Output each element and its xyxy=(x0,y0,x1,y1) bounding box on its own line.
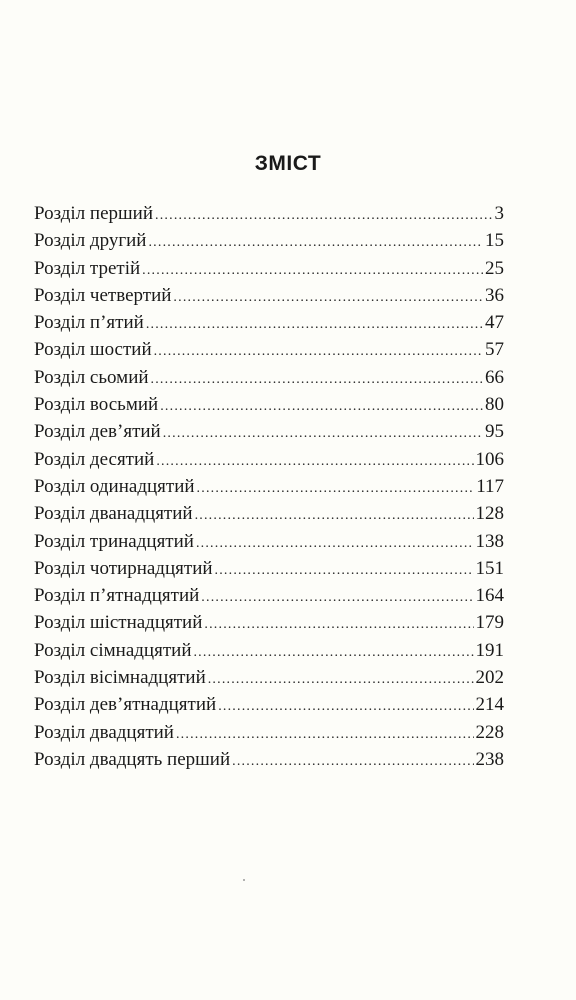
toc-entry-label: Розділ перший xyxy=(34,203,154,224)
toc-entry-label: Розділ шістнадцятий xyxy=(34,612,203,634)
toc-entry-page-number: 95 xyxy=(485,421,504,443)
dot-leader xyxy=(163,420,483,447)
toc-entry-label: Розділ дев’ятий xyxy=(34,421,161,443)
toc-entry-label: Розділ дев’ятнадцятий xyxy=(34,694,217,716)
dot-leader xyxy=(146,311,483,338)
toc-entry xyxy=(34,336,504,363)
toc-entry xyxy=(34,582,504,609)
dot-leader xyxy=(193,639,473,666)
toc-entry xyxy=(34,364,504,391)
toc-entry-page-number: 164 xyxy=(475,585,504,607)
toc-entry xyxy=(34,446,504,473)
toc-entry-label: Розділ третій xyxy=(34,257,141,279)
toc-entry-label: Розділ сімнадцятий xyxy=(34,639,192,661)
toc-entry xyxy=(34,309,504,336)
toc-entry-label: Розділ двадцятий xyxy=(34,721,174,743)
toc-entry-page-number: 238 xyxy=(475,748,504,770)
toc-entry xyxy=(34,528,504,555)
toc-entry xyxy=(34,473,504,500)
toc-entry-label: Розділ другий xyxy=(34,230,147,252)
toc-entry-page-number: 36 xyxy=(485,284,504,306)
dot-leader xyxy=(148,229,483,256)
table-of-contents xyxy=(34,200,504,773)
toc-entry-page-number: 228 xyxy=(475,721,504,743)
toc-entry-page-number: 191 xyxy=(475,639,504,661)
toc-entry-page-number: 128 xyxy=(475,503,504,525)
dot-leader xyxy=(176,721,474,748)
toc-entry-label: Розділ чотирнадцятий xyxy=(34,557,213,579)
toc-entry-page-number: 117 xyxy=(476,475,504,497)
toc-entry-label: Розділ двадцять перший xyxy=(34,748,231,770)
toc-entry xyxy=(34,500,504,527)
toc-entry-label: Розділ п’ятнадцятий xyxy=(34,585,200,607)
dot-leader xyxy=(208,666,474,693)
toc-entry xyxy=(34,200,504,227)
toc-entry-label: Розділ п’ятий xyxy=(34,312,144,334)
dot-leader xyxy=(195,502,474,529)
toc-entry-label: Розділ вісімнадцятий xyxy=(34,667,206,689)
toc-entry-page-number: 57 xyxy=(485,339,504,361)
toc-entry xyxy=(34,391,504,418)
toc-entry xyxy=(34,637,504,664)
toc-entry xyxy=(34,418,504,445)
dot-leader xyxy=(151,366,483,393)
toc-entry xyxy=(34,282,504,309)
dot-leader xyxy=(197,475,475,502)
dot-leader xyxy=(154,338,483,365)
page-title: ЗМІСТ xyxy=(254,152,322,175)
toc-entry-page-number: 80 xyxy=(485,394,504,416)
dot-leader xyxy=(156,448,473,475)
dot-leader xyxy=(215,557,474,584)
toc-entry-label: Розділ дванадцятий xyxy=(34,503,193,525)
toc-entry-label: Розділ восьмий xyxy=(34,394,159,416)
dot-leader xyxy=(218,693,473,720)
toc-entry-page-number: 214 xyxy=(475,694,504,716)
toc-entry-page-number: 179 xyxy=(475,612,504,634)
toc-entry-label: Розділ десятий xyxy=(34,448,155,470)
toc-entry-label: Розділ шостий xyxy=(34,339,152,361)
paper-speck xyxy=(243,879,245,881)
dot-leader xyxy=(173,284,483,311)
toc-entry xyxy=(34,719,504,746)
dot-leader xyxy=(196,530,474,557)
toc-entry xyxy=(34,746,504,773)
dot-leader xyxy=(155,202,492,229)
toc-entry-page-number: 138 xyxy=(475,530,504,552)
toc-entry-label: Розділ сьомий xyxy=(34,366,149,388)
dot-leader xyxy=(142,257,483,284)
toc-entry-page-number: 47 xyxy=(485,312,504,334)
dot-leader xyxy=(204,611,473,638)
toc-entry-page-number: 202 xyxy=(475,667,504,689)
toc-entry xyxy=(34,609,504,636)
toc-entry xyxy=(34,691,504,718)
dot-leader xyxy=(160,393,483,420)
toc-entry-page-number: 66 xyxy=(485,366,504,388)
toc-entry xyxy=(34,664,504,691)
toc-entry-page-number: 106 xyxy=(475,448,504,470)
toc-entry xyxy=(34,555,504,582)
toc-entry-page-number: 151 xyxy=(475,557,504,579)
toc-entry-page-number: 3 xyxy=(494,203,504,224)
toc-entry-label: Розділ тринадцятий xyxy=(34,530,194,552)
dot-leader xyxy=(201,584,473,611)
toc-entry xyxy=(34,227,504,254)
toc-entry-label: Розділ четвертий xyxy=(34,284,172,306)
toc-entry-label: Розділ одинадцятий xyxy=(34,475,195,497)
toc-entry-page-number: 25 xyxy=(485,257,504,279)
toc-entry xyxy=(34,255,504,282)
toc-entry-page-number: 15 xyxy=(485,230,504,252)
dot-leader xyxy=(232,748,473,775)
